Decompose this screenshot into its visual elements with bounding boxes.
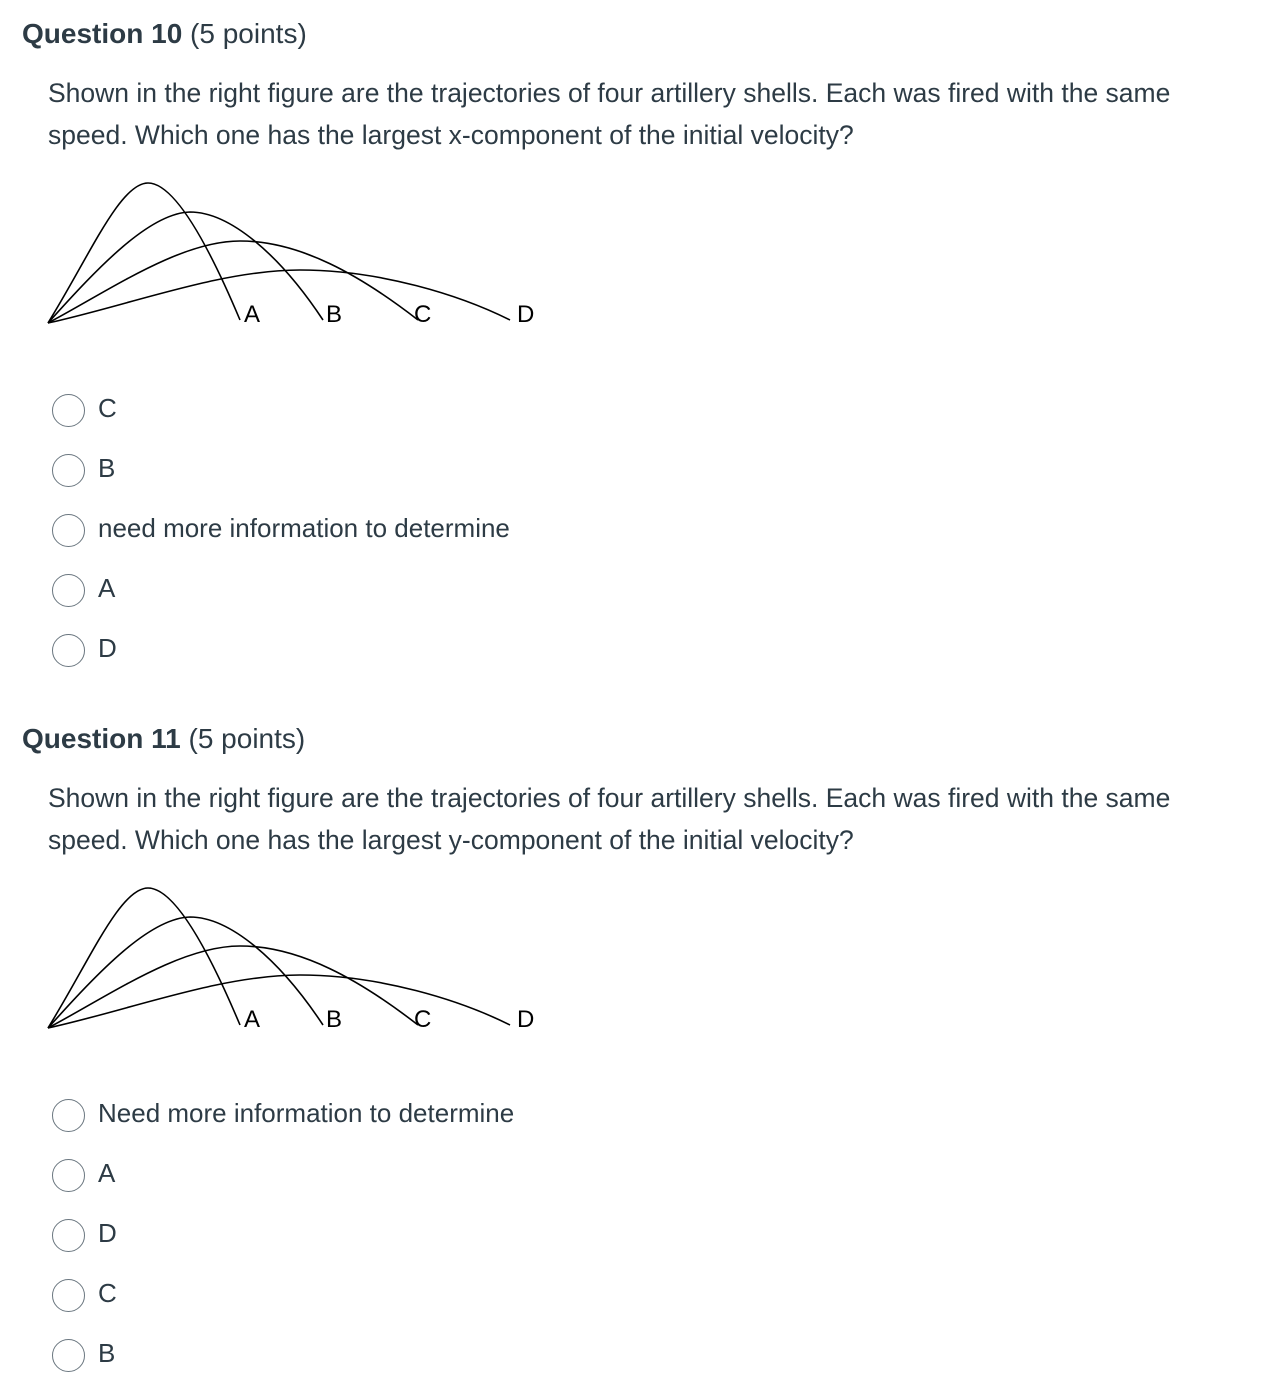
trajectory-label-c: C — [414, 301, 432, 328]
trajectory-label-d: D — [517, 301, 535, 328]
trajectory-label-c: C — [414, 1006, 432, 1033]
answer-option-label: C — [98, 393, 117, 423]
question-points: (5 points) — [188, 723, 306, 754]
radio-button[interactable] — [52, 394, 85, 427]
trajectory-c — [48, 946, 418, 1028]
trajectory-d — [48, 270, 510, 323]
trajectory-d — [48, 975, 510, 1028]
trajectory-b — [48, 917, 323, 1028]
answer-option-label: A — [98, 573, 116, 603]
answer-option-label: D — [98, 1218, 117, 1248]
answer-option-label: D — [98, 633, 117, 663]
trajectory-diagram — [40, 880, 560, 1040]
trajectory-label-a: A — [244, 301, 261, 328]
answer-option-label: need more information to determine — [98, 513, 510, 543]
radio-button[interactable] — [52, 1279, 85, 1312]
trajectory-label-a: A — [244, 1006, 261, 1033]
radio-button[interactable] — [52, 634, 85, 667]
question-header — [22, 722, 305, 756]
trajectory-b — [48, 212, 323, 323]
radio-button[interactable] — [52, 1219, 85, 1252]
radio-button[interactable] — [52, 1159, 85, 1192]
trajectory-a — [48, 888, 240, 1028]
answer-option-label: C — [98, 1278, 117, 1308]
trajectory-label-d: D — [517, 1006, 535, 1033]
answer-option-label: A — [98, 1158, 116, 1188]
trajectory-a — [48, 183, 240, 323]
trajectory-figure — [40, 175, 560, 335]
question-title: Question 11 — [22, 723, 181, 754]
radio-button[interactable] — [52, 1339, 85, 1372]
trajectory-diagram — [40, 175, 560, 335]
question-title: Question 10 — [22, 18, 183, 49]
question-header — [22, 17, 307, 51]
radio-button[interactable] — [52, 574, 85, 607]
answer-option-label: B — [98, 1338, 116, 1368]
trajectory-figure — [40, 880, 560, 1040]
trajectory-label-b: B — [326, 1006, 343, 1033]
answer-option-label: Need more information to determine — [98, 1098, 515, 1128]
question-text: Shown in the right figure are the trajectories of four artillery shells. Each was fired with the same speed. Which one has the largest x-component of the initial velocity? — [48, 78, 1171, 150]
radio-button[interactable] — [52, 1099, 85, 1132]
question-points: (5 points) — [190, 18, 307, 49]
question-text: Shown in the right figure are the trajectories of four artillery shells. Each was fired with the same speed. Which one has the largest y-component of the initial velocity? — [48, 783, 1171, 855]
answer-option-label: B — [98, 453, 116, 483]
trajectory-label-b: B — [326, 301, 343, 328]
radio-button[interactable] — [52, 514, 85, 547]
radio-button[interactable] — [52, 454, 85, 487]
trajectory-c — [48, 241, 418, 323]
